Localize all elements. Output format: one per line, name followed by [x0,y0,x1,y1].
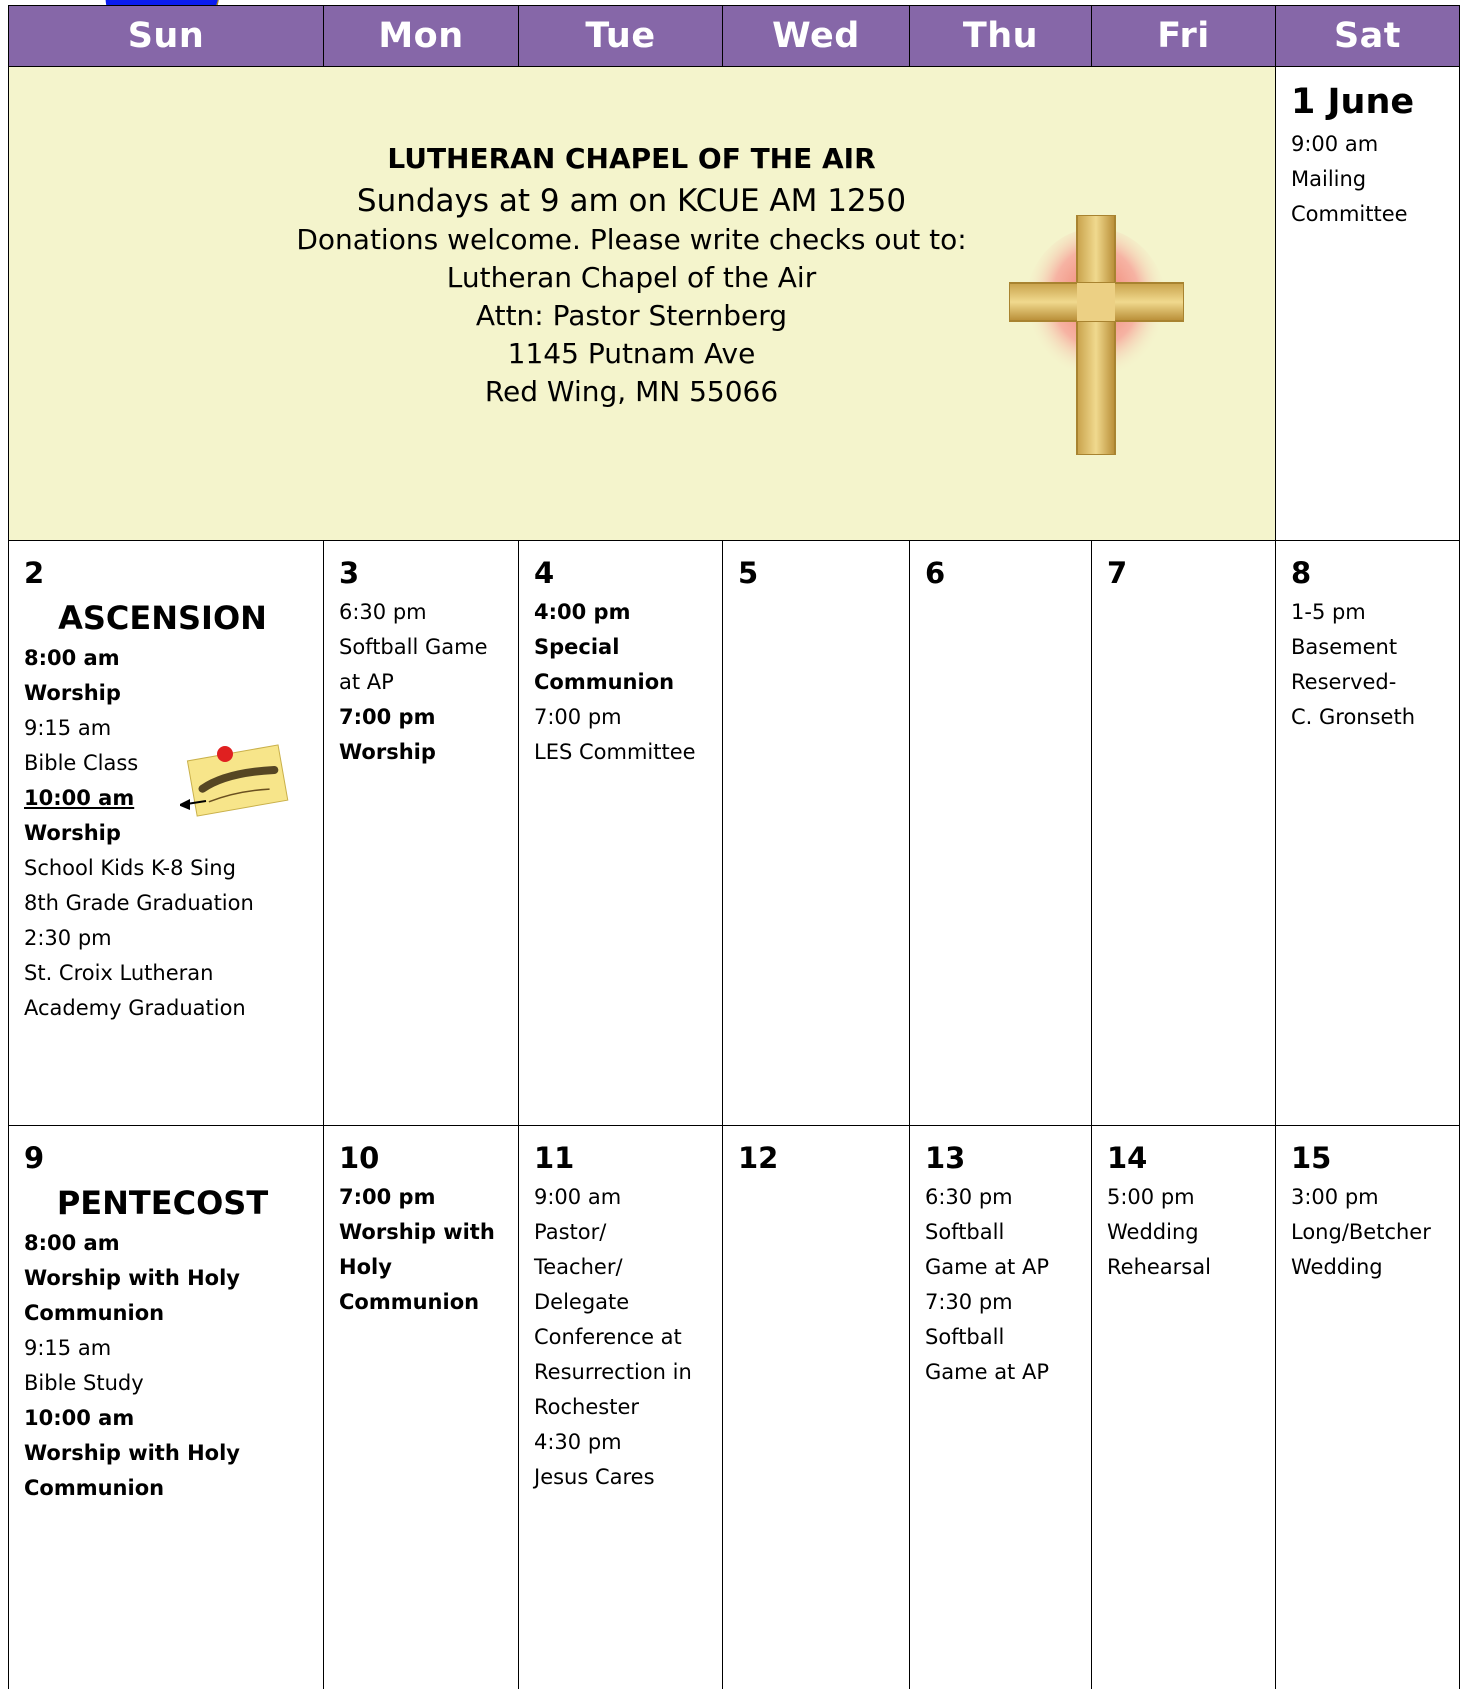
day-cell-10 [324,1126,519,1689]
banner-line: 1145 Putnam Ave [507,337,756,370]
event-line: LES Committee [534,740,696,764]
header-mon: Mon [324,6,519,67]
day-number: 11 [534,1141,575,1175]
event-line: School Kids K-8 Sing [24,856,236,880]
week-row-1 [9,67,1460,541]
day-number: 4 [534,556,555,590]
header-tue: Tue [519,6,723,67]
event-line: 1-5 pm [1291,600,1366,624]
event-line: Communion [24,1301,165,1325]
event-line: Wedding [1107,1220,1199,1244]
day-cell-2 [9,541,324,1126]
event-line: Wedding [1291,1255,1383,1279]
header-sun: Sun [9,6,324,67]
day-number: 9 [24,1141,45,1175]
event-line: Basement [1291,635,1398,659]
day-number: 14 [1107,1141,1148,1175]
day-number: 8 [1291,556,1312,590]
event-line: Communion [24,1476,165,1500]
day-cell-4 [519,541,723,1126]
event-line: Long/Betcher [1291,1220,1431,1244]
event-line: Worship [24,821,121,845]
calendar-grid [8,5,1460,1689]
event-line: Resurrection in [534,1360,692,1384]
event-line: St. Croix Lutheran [24,961,214,985]
day-cell-3 [324,541,519,1126]
day-number: 13 [925,1141,966,1175]
event-line: 5:00 pm [1107,1185,1195,1209]
week-row-3 [9,1126,1460,1689]
event-line: Worship [339,740,436,764]
event-line: 10:00 am [24,1406,135,1430]
event-line: Bible Study [24,1371,144,1395]
day-number: 1 June [1291,82,1415,122]
event-line: Conference at [534,1325,682,1349]
day-cell-6 [910,541,1092,1126]
event-line: Holy [339,1255,392,1279]
day-cell-7 [1092,541,1276,1126]
header-sat: Sat [1276,6,1460,67]
day-cell-13 [910,1126,1092,1689]
event-line: 8:00 am [24,646,120,670]
event-line: Academy Graduation [24,996,246,1020]
event-line: 9:15 am [24,1336,112,1360]
event-line: 4:30 pm [534,1430,622,1454]
feast-title: PENTECOST [56,1184,269,1222]
banner-line: Attn: Pastor Sternberg [475,299,788,332]
header-wed: Wed [723,6,910,67]
banner-line: Lutheran Chapel of the Air [446,261,817,294]
header-thu: Thu [910,6,1092,67]
event-line: Special [534,635,620,659]
banner-line: Red Wing, MN 55066 [484,375,779,408]
event-line: 2:30 pm [24,926,112,950]
changed-time: 10:00 am [24,786,135,810]
day-cell-9 [9,1126,324,1689]
cross-icon [1009,215,1184,455]
event-line: Worship with [339,1220,495,1244]
day-number: 15 [1291,1141,1332,1175]
week-row-2 [9,541,1460,1126]
event-line: Bible Class [24,751,139,775]
event-line: Mailing [1291,167,1367,191]
event-line: 7:00 pm [339,1185,436,1209]
weekday-header [9,6,1460,67]
day-number: 10 [339,1141,380,1175]
event-line: Communion [534,670,675,694]
event-line: Rochester [534,1395,639,1419]
event-line: Committee [1291,202,1408,226]
feast-title: ASCENSION [58,599,267,637]
banner-line: Donations welcome. Please write checks out to: [296,223,967,256]
day-cell-15 [1276,1126,1460,1689]
day-number: 12 [738,1141,779,1175]
event-line: 9:00 am [534,1185,622,1209]
event-line: Softball [925,1220,1005,1244]
day-cell-11 [519,1126,723,1689]
day-number: 7 [1107,556,1128,590]
event-line: 7:00 pm [339,705,436,729]
event-line: Teacher/ [534,1255,623,1279]
day-cell-1 [1276,67,1460,541]
event-line: 7:00 pm [534,705,622,729]
event-line: 6:30 pm [339,600,427,624]
event-line: Worship with Holy [24,1266,240,1290]
event-line: Worship [24,681,121,705]
event-line: 8th Grade Graduation [24,891,254,915]
event-line: 4:00 pm [534,600,631,624]
event-line: Game at AP [925,1360,1050,1384]
event-line: Jesus Cares [534,1465,655,1489]
event-line: Rehearsal [1107,1255,1211,1279]
banner-line: Sundays at 9 am on KCUE AM 1250 [356,183,907,219]
chapel-banner [9,67,1276,541]
event-line: Worship with Holy [24,1441,240,1465]
event-line: 9:15 am [24,716,112,740]
event-line: 7:30 pm [925,1290,1013,1314]
event-line: Softball Game [339,635,488,659]
day-cell-5 [723,541,910,1126]
day-number: 3 [339,556,360,590]
day-number: 6 [925,556,946,590]
event-line: 8:00 am [24,1231,120,1255]
event-line: Reserved- [1291,670,1397,694]
event-line: 6:30 pm [925,1185,1013,1209]
day-cell-8 [1276,541,1460,1126]
event-line: 3:00 pm [1291,1185,1379,1209]
day-number: 2 [24,556,45,590]
day-number: 5 [738,556,759,590]
banner-title: LUTHERAN CHAPEL OF THE AIR [387,142,876,175]
event-line: Game at AP [925,1255,1050,1279]
header-fri: Fri [1092,6,1276,67]
event-line: Pastor/ [534,1220,607,1244]
event-line: Softball [925,1325,1005,1349]
day-cell-14 [1092,1126,1276,1689]
event-line: Communion [339,1290,480,1314]
event-line: Delegate [534,1290,630,1314]
change-note-icon [180,743,290,823]
event-line: at AP [339,670,394,694]
event-line: C. Gronseth [1291,705,1416,729]
event-line: 9:00 am [1291,132,1379,156]
day-cell-12 [723,1126,910,1689]
